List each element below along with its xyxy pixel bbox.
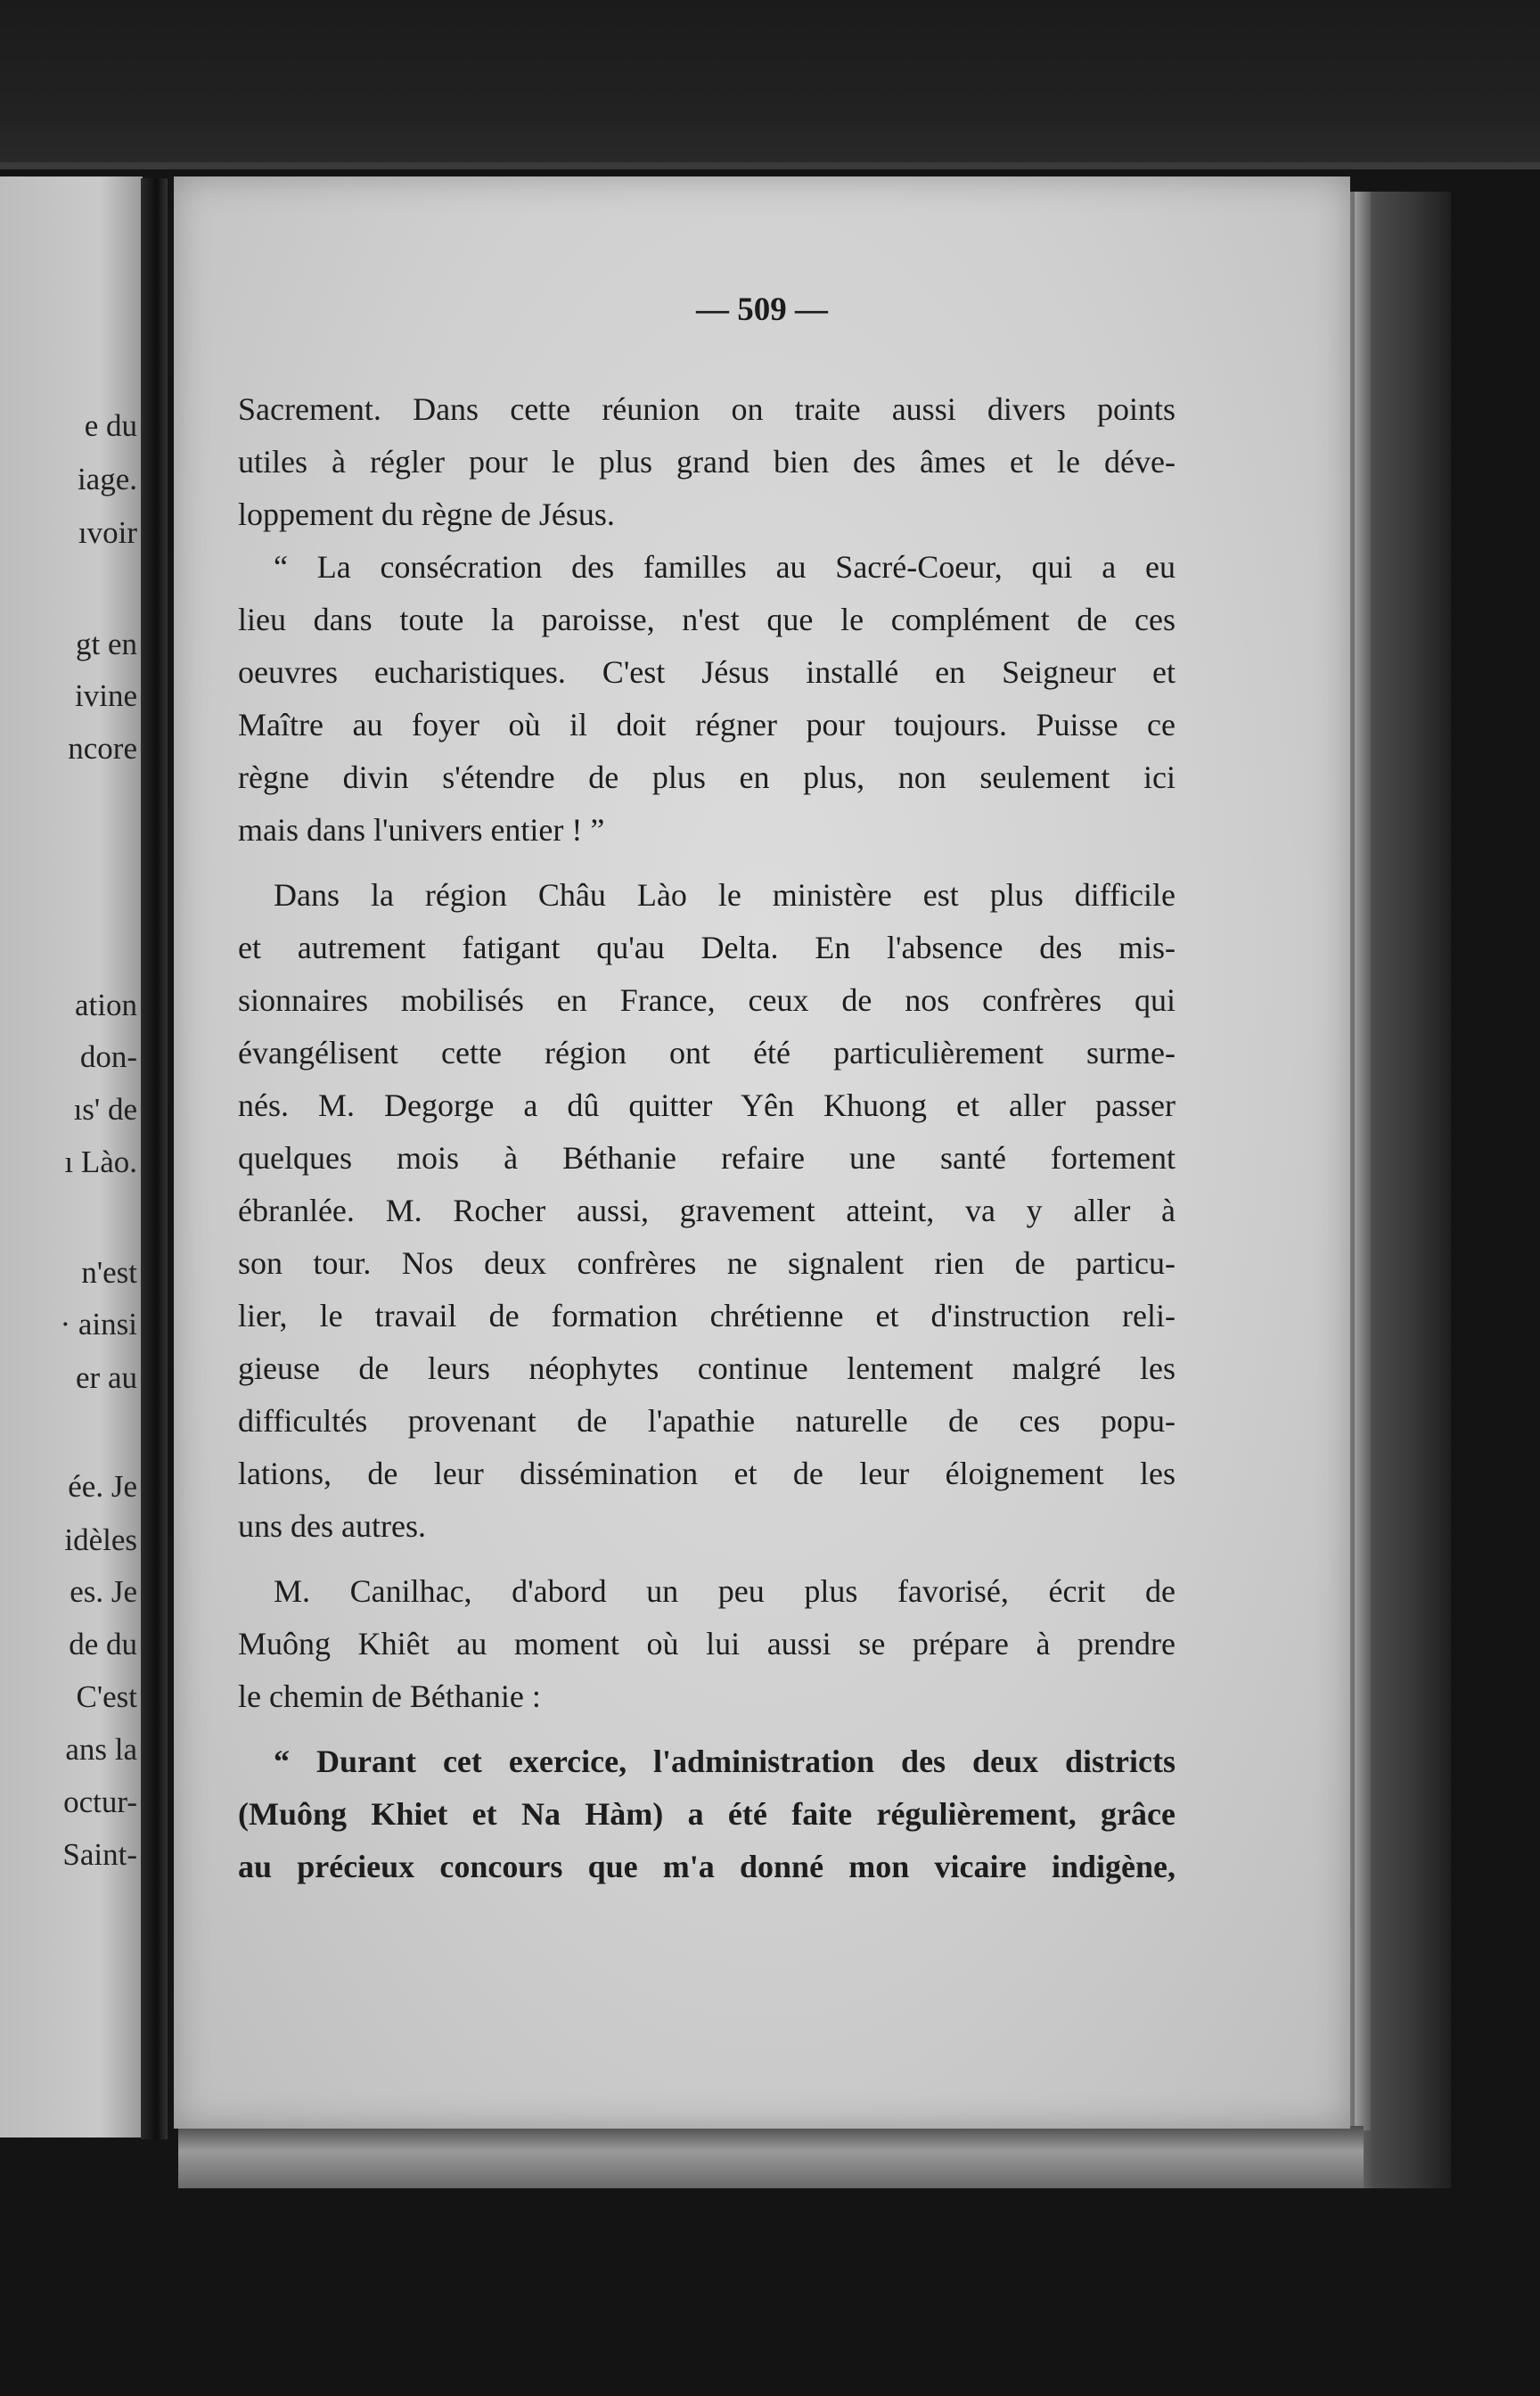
text-line: gieuse de leurs néophytes continue lentement malgré les: [238, 1350, 1175, 1386]
left-page-line: ncore: [68, 731, 137, 766]
text-line: Sacrement. Dans cette réunion on traite aussi divers points: [238, 391, 1175, 427]
text-line: ébranlée. M. Rocher aussi, gravement atteint, va y aller à: [238, 1193, 1175, 1228]
left-page-line: gt en: [75, 627, 137, 661]
left-page-line: n'est: [81, 1255, 137, 1290]
left-page-line: · ainsi: [60, 1307, 137, 1342]
text-line: “ La consécration des familles au Sacré-Coeur, qui a eu: [274, 549, 1175, 585]
left-page-line: ıvoir: [78, 515, 137, 550]
left-page-line: de du: [69, 1627, 137, 1662]
text-line: sionnaires mobilisés en France, ceux de nos confrères qui: [238, 982, 1175, 1018]
left-page-line: ivine: [75, 678, 137, 713]
paragraph-quote: [238, 1735, 1175, 1893]
text-line: loppement du règne de Jésus.: [238, 496, 615, 532]
text-line: M. Canilhac, d'abord un peu plus favorisé, écrit de: [274, 1573, 1175, 1609]
text-line: son tour. Nos deux confrères ne signalent rien de particu-: [238, 1245, 1175, 1281]
paragraph: [238, 383, 1175, 541]
text-line: et autrement fatigant qu'au Delta. En l'absence des mis-: [238, 930, 1175, 965]
page-number: — 509 —: [696, 291, 828, 328]
left-page-line: Saint-: [62, 1837, 137, 1872]
text-line: évangélisent cette région ont été particulièrement surme-: [238, 1035, 1175, 1071]
text-line: Muông Khiêt au moment où lui aussi se prépare à prendre: [238, 1626, 1175, 1662]
left-page-line: ı Lào.: [64, 1145, 137, 1179]
text-line: lieu dans toute la paroisse, n'est que le complément de ces: [238, 602, 1175, 637]
left-page-line: iage.: [77, 462, 137, 496]
left-page-line: ation: [75, 988, 137, 1022]
text-line: difficultés provenant de l'apathie naturelle de ces popu-: [238, 1403, 1175, 1439]
text-line: uns des autres.: [238, 1508, 426, 1544]
paragraph: [238, 541, 1175, 857]
text-line: utiles à régler pour le plus grand bien des âmes et le déve-: [238, 444, 1175, 480]
left-page-line: don-: [79, 1039, 137, 1074]
left-page-line: idèles: [64, 1522, 137, 1557]
text-line: règne divin s'étendre de plus en plus, non seulement ici: [238, 759, 1175, 795]
paragraph: [238, 869, 1175, 1553]
text-line: lier, le travail de formation chrétienne et d'instruction reli-: [238, 1298, 1175, 1333]
scan-frame-line: [0, 162, 1540, 169]
text-line: “ Durant cet exercice, l'administration des deux districts: [274, 1744, 1175, 1779]
left-page-line: e du: [84, 408, 137, 443]
text-line: quelques mois à Béthanie refaire une santé fortement: [238, 1140, 1175, 1176]
text-line: lations, de leur dissémination et de leur éloignement les: [238, 1456, 1175, 1491]
text-line: Dans la région Châu Lào le ministère est plus difficile: [274, 877, 1175, 913]
left-page-line: ıs' de: [73, 1092, 137, 1127]
scan-background-top: [0, 0, 1540, 165]
text-line: au précieux concours que m'a donné mon vicaire indigène,: [238, 1849, 1175, 1884]
left-page-line: C'est: [76, 1679, 137, 1714]
left-page-line: ée. Je: [68, 1469, 137, 1504]
text-line: mais dans l'univers entier ! ”: [238, 812, 605, 848]
left-page-line: er au: [76, 1360, 137, 1395]
text-line: le chemin de Béthanie :: [238, 1678, 541, 1714]
left-page-fragment: [0, 176, 143, 2138]
text-line: nés. M. Degorge a dû quitter Yên Khuong et aller passer: [238, 1087, 1175, 1123]
left-page-line: es. Je: [70, 1574, 137, 1609]
book-page: [174, 176, 1350, 2129]
paragraph: [238, 1565, 1175, 1723]
left-page-line: octur-: [63, 1785, 137, 1819]
page-edge-highlight: [1355, 192, 1371, 2130]
text-line: (Muông Khiet et Na Hàm) a été faite régulièrement, grâce: [238, 1796, 1175, 1832]
text-line: oeuvres eucharistiques. C'est Jésus installé en Seigneur et: [238, 654, 1175, 690]
left-page-line: ans la: [65, 1732, 137, 1767]
text-line: Maître au foyer où il doit régner pour toujours. Puisse ce: [238, 707, 1175, 743]
page-bottom-edge: [178, 2126, 1364, 2188]
page-text: [238, 383, 1175, 1893]
book-gutter: [141, 178, 168, 2139]
